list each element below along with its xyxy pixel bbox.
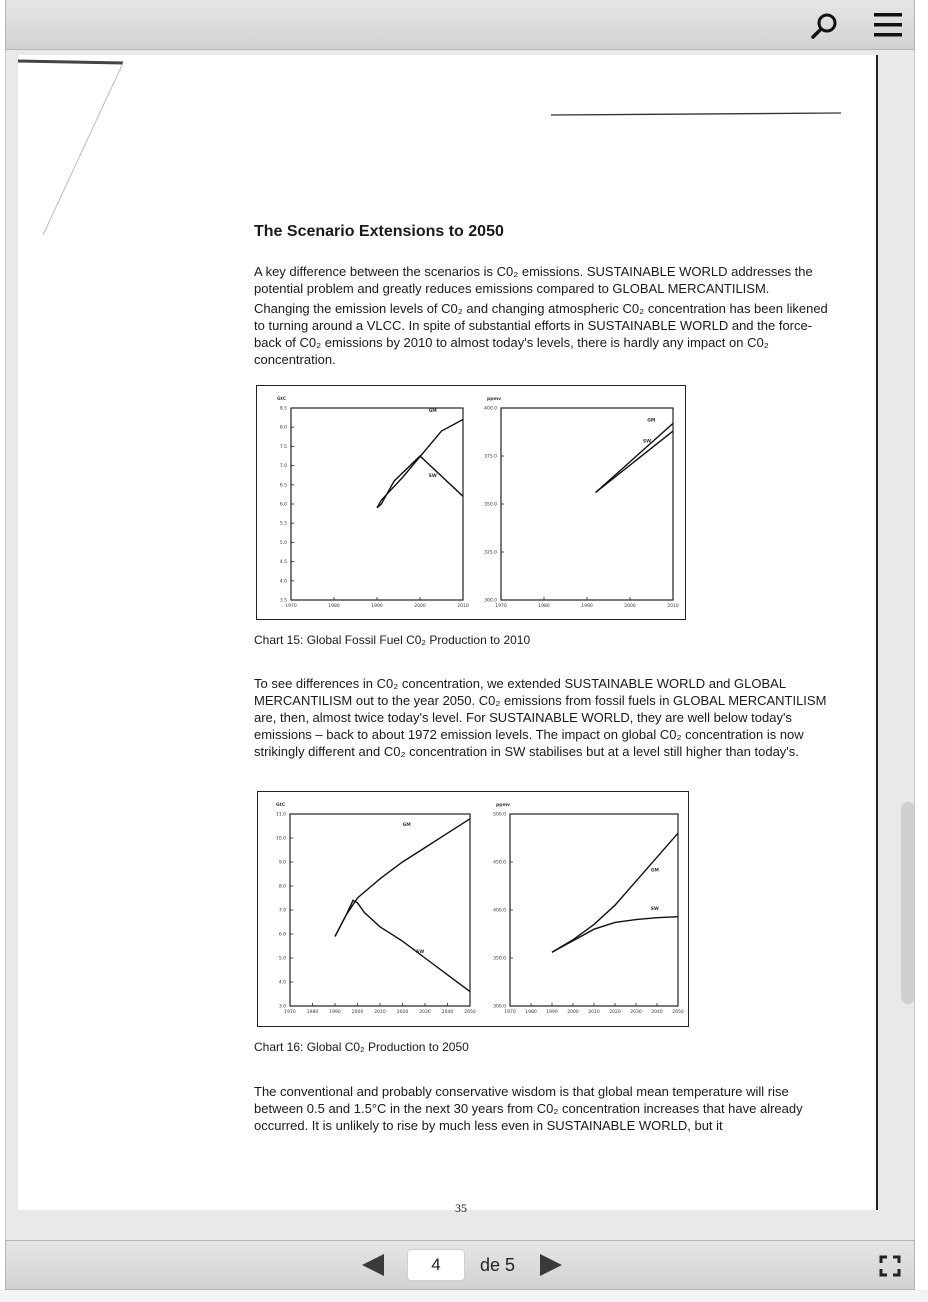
y-tick-label: 5.0	[278, 956, 286, 962]
chart-15-caption: Chart 15: Global Fossil Fuel C0₂ Production to 2010	[254, 633, 531, 647]
x-tick-label: 1970	[504, 1010, 516, 1015]
x-tick-label: 2030	[630, 1010, 642, 1015]
triangle-left-icon[interactable]	[360, 1252, 386, 1278]
y-tick-label: 8.0	[278, 884, 286, 890]
y-tick-label: 3.0	[278, 1004, 286, 1010]
y-axis-label-c16-left: GtC	[276, 803, 286, 808]
series-line-gm	[596, 423, 673, 492]
search-icon[interactable]	[808, 10, 840, 42]
y-tick-label: 5.5	[279, 521, 287, 527]
series-line-gm	[377, 420, 463, 508]
y-tick-label: 350.0	[484, 502, 497, 508]
x-tick-label: 2010	[588, 1010, 600, 1015]
y-tick-label: 325.0	[484, 550, 497, 556]
y-tick-label: 500.0	[493, 812, 506, 818]
y-tick-label: 3.5	[279, 598, 287, 604]
y-tick-label: 4.0	[279, 579, 287, 585]
series-label-sw: SW	[428, 474, 437, 480]
x-tick-label: 2000	[351, 1010, 364, 1015]
y-axis-label-c15-left: GtC	[277, 397, 287, 402]
x-tick-label: 1970	[495, 604, 507, 609]
x-tick-label: 1980	[328, 604, 340, 609]
x-tick-label: 1990	[371, 604, 383, 609]
y-tick-label: 10.0	[275, 836, 286, 842]
page-number-input[interactable]	[407, 1249, 465, 1281]
series-label-sw: SW	[642, 439, 652, 445]
series-label-gm: GM	[428, 408, 437, 414]
chart-16-caption: Chart 16: Global C0₂ Production to 2050	[254, 1040, 469, 1054]
y-tick-label: 350.0	[493, 956, 506, 962]
x-tick-label: 2000	[567, 1010, 579, 1015]
y-tick-label: 6.0	[278, 932, 286, 938]
x-tick-label: 1970	[284, 1010, 296, 1015]
paragraph-4: The conventional and probably conservative wisdom is that global mean temperature will rise between 0.5 and 1.5°C in the next 30 years from C0₂ concentration increases that have already occurred. It is unlikely to rise by much less even in SUSTAINABLE WORLD, but it	[254, 1084, 803, 1133]
y-tick-label: 6.0	[279, 502, 287, 508]
x-tick-label: 1970	[285, 604, 297, 609]
series-label-gm: GM	[402, 823, 411, 828]
y-tick-label: 9.0	[278, 860, 286, 866]
y-tick-label: 300.0	[493, 1004, 506, 1010]
y-tick-label: 400.0	[493, 908, 506, 914]
plot-area-c16-left	[290, 814, 470, 1006]
y-tick-label: 7.0	[279, 464, 287, 470]
x-tick-label: 2000	[414, 604, 426, 609]
y-tick-label: 6.5	[279, 483, 287, 489]
series-label-gm: GM	[647, 418, 656, 424]
y-axis-label-c15-right: ppmv	[487, 397, 502, 402]
x-tick-label: 2050	[464, 1010, 476, 1015]
chart-15-frame	[256, 385, 686, 620]
document-page	[18, 55, 878, 1215]
y-tick-label: 11.0	[275, 812, 286, 818]
triangle-right-icon[interactable]	[538, 1252, 564, 1278]
y-tick-label: 450.0	[493, 860, 506, 866]
plot-area-c15-right	[501, 408, 673, 600]
series-line-sw	[335, 900, 470, 991]
top-toolbar	[5, 0, 915, 50]
y-tick-label: 7.0	[278, 908, 286, 914]
y-tick-label: 8.0	[279, 425, 287, 431]
page-number: 35	[455, 1201, 467, 1215]
x-tick-label: 2040	[441, 1010, 454, 1015]
series-label-gm: GM	[650, 868, 659, 874]
y-tick-label: 400.0	[484, 406, 497, 412]
x-tick-label: 2010	[667, 604, 679, 609]
paragraph-2: Changing the emission levels of C0₂ and changing atmospheric C0₂ concentration has been likened to turning around a VLCC. In spite of substantial efforts in SUSTAINABLE WORLD and the force-back of C0₂ emissions by 2010 to almost today's levels, there is hardly any impact on C0₂ concentration.	[254, 301, 828, 367]
series-line-sw	[377, 456, 463, 508]
paragraph-1: A key difference between the scenarios is C0₂ emissions. SUSTAINABLE WORLD addresses the potential problem and greatly reduces emissions compared to GLOBAL MERCANTILISM.	[254, 264, 813, 296]
series-line-sw	[596, 431, 673, 492]
y-tick-label: 5.0	[279, 540, 287, 546]
series-line-gm	[335, 819, 470, 937]
fullscreen-icon[interactable]	[879, 1255, 901, 1277]
vertical-scrollbar[interactable]	[901, 802, 915, 1004]
document-viewer[interactable]	[5, 50, 915, 1240]
x-tick-label: 2040	[651, 1010, 663, 1015]
paragraph-3: To see differences in C0₂ concentration, we extended SUSTAINABLE WORLD and GLOBAL MERCANTILISM out to the year 2050. C0₂ emissions from fossil fuels in GLOBAL MERCANTILISM are, then, almost twice today's level. For SUSTAINABLE WORLD, they are well below today's emissions – back to about 1972 emission levels. The impact on global C0₂ concentration is now strikingly different and C0₂ concentration in SW stabilises but at a level still higher than today's.	[254, 676, 827, 759]
y-axis-label-c16-right: ppmv	[496, 803, 511, 808]
x-tick-label: 2010	[457, 604, 469, 609]
x-tick-label: 2020	[396, 1010, 409, 1015]
bottom-edge	[0, 1290, 928, 1302]
y-tick-label: 300.0	[484, 598, 497, 604]
series-label-sw: SW	[416, 950, 425, 956]
x-tick-label: 1990	[546, 1010, 558, 1015]
x-tick-label: 1980	[538, 604, 550, 609]
series-label-sw: SW	[650, 907, 659, 912]
page-total-label: de 5	[480, 1255, 516, 1275]
x-tick-label: 1990	[581, 604, 593, 609]
y-tick-label: 7.5	[279, 444, 287, 450]
series-line-gm	[552, 833, 678, 952]
bottom-navigation-bar	[5, 1240, 915, 1290]
series-line-sw	[552, 917, 678, 953]
y-tick-label: 4.5	[279, 560, 287, 566]
x-tick-label: 2030	[419, 1010, 431, 1015]
chart-16	[258, 792, 688, 1026]
y-tick-label: 4.0	[278, 980, 286, 986]
x-tick-label: 2000	[624, 604, 636, 609]
x-tick-label: 1980	[306, 1010, 319, 1015]
chart-15	[257, 386, 685, 619]
chart-16-frame	[257, 791, 689, 1027]
x-tick-label: 1990	[329, 1010, 341, 1015]
x-tick-label: 1980	[525, 1010, 537, 1015]
y-tick-label: 375.0	[484, 454, 497, 460]
x-tick-label: 2010	[374, 1010, 386, 1015]
x-tick-label: 2020	[609, 1010, 621, 1015]
section-heading: The Scenario Extensions to 2050	[254, 223, 504, 240]
hamburger-menu-icon[interactable]	[872, 10, 904, 40]
x-tick-label: 2050	[672, 1010, 684, 1015]
y-tick-label: 8.5	[279, 406, 287, 412]
